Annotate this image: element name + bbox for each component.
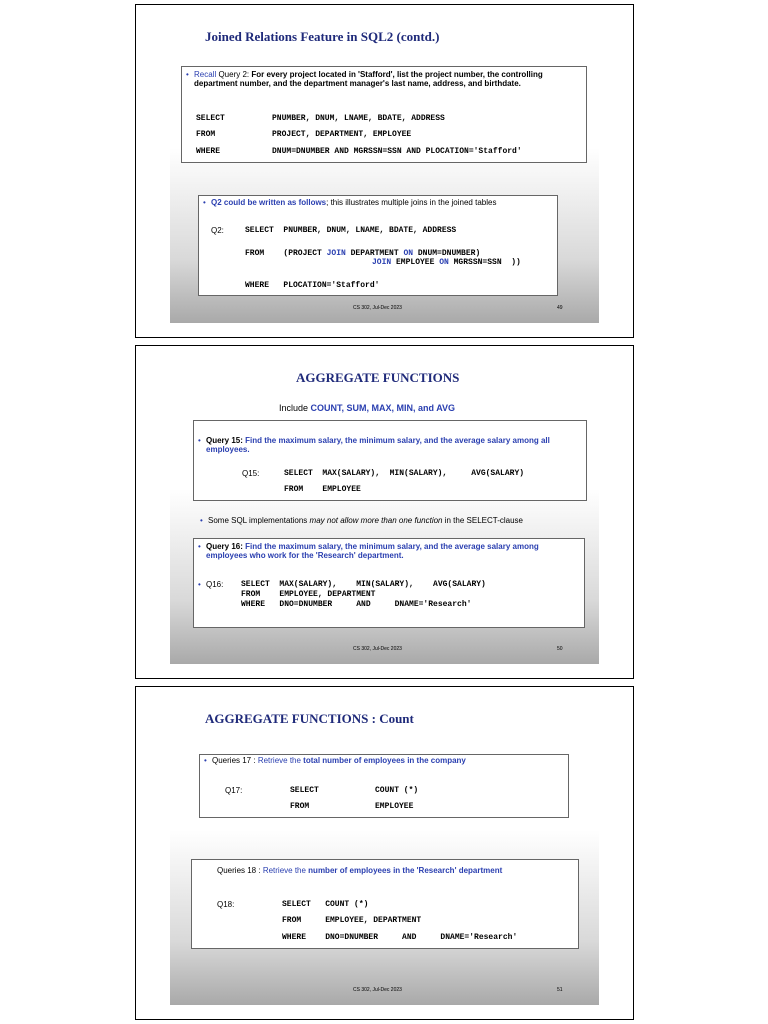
note-italic: may not allow more than one function xyxy=(309,516,443,525)
include-prefix: Include xyxy=(279,403,311,413)
bullet-icon: • xyxy=(198,436,201,445)
slide-49 xyxy=(170,5,599,323)
q16-where: WHERE DNO=DNUMBER AND DNAME='Research' xyxy=(241,600,472,609)
recall-line-2: department number, and the department manager's last name, address, and birthdate. xyxy=(194,79,521,88)
note-line xyxy=(200,516,523,526)
q2-select: SELECT PNUMBER, DNUM, LNAME, BDATE, ADDRESS xyxy=(245,226,457,235)
q2-on-kw-1: ON xyxy=(403,249,414,258)
q2-from-a: FROM (PROJECT xyxy=(245,249,327,258)
q2-from-e: MGRSSN=SSN )) xyxy=(448,258,521,267)
q16-label: Query 16: xyxy=(206,542,246,551)
slide-title: AGGREGATE FUNCTIONS xyxy=(296,370,460,385)
q2-join-kw-2: JOIN xyxy=(372,258,392,267)
page-frame-50 xyxy=(135,345,634,679)
q18-select: SELECT COUNT (*) xyxy=(282,900,369,909)
q15-label: Query 15: xyxy=(206,436,246,445)
sql-from-body: PROJECT, DEPARTMENT, EMPLOYEE xyxy=(272,130,412,139)
q16-code-label xyxy=(198,580,223,590)
bullet-icon: • xyxy=(204,756,207,765)
sql-select-kw: SELECT xyxy=(196,114,225,123)
q15-line-1 xyxy=(198,436,550,446)
q18-bold: number of employees in the 'Research' department xyxy=(308,866,503,875)
note-prefix: Some SQL implementations xyxy=(208,516,310,525)
q18-from: FROM EMPLOYEE, DEPARTMENT xyxy=(282,916,422,925)
bullet-icon: • xyxy=(198,580,201,589)
q2-label: Q2: xyxy=(211,226,224,235)
q16-line-2: employees who work for the 'Research' department. xyxy=(206,551,404,560)
q17-blue: Retrieve the xyxy=(257,756,304,765)
slide-footer: CS 302, Jul-Dec 2023 xyxy=(353,305,402,311)
q2-box xyxy=(198,195,558,296)
q15-code-label: Q15: xyxy=(242,469,260,478)
q17-box xyxy=(199,754,569,818)
sql-where-kw: WHERE xyxy=(196,147,221,156)
q15-line-2: employees. xyxy=(206,445,250,454)
q16-text-1: Find the maximum salary, the minimum salary, and the average salary among xyxy=(245,542,539,551)
include-line xyxy=(279,403,455,413)
q15-text-1: Find the maximum salary, the minimum salary, and the average salary among all xyxy=(245,436,550,445)
note-suffix: in the SELECT-clause xyxy=(442,516,523,525)
q2-from-c: DNUM=DNUMBER) xyxy=(413,249,481,258)
bullet-icon: • xyxy=(200,516,203,525)
slide-footer: CS 302, Jul-Dec 2023 xyxy=(353,646,402,652)
slide-51 xyxy=(170,687,599,1005)
page-frame-49 xyxy=(135,4,634,338)
q2-where: WHERE PLOCATION='Stafford' xyxy=(245,281,380,290)
q2-intro-blue: Q2 could be written as follows xyxy=(211,198,327,207)
q16-label-text: Q16: xyxy=(206,580,224,589)
q2-from-b: DEPARTMENT xyxy=(345,249,404,258)
q17-label: Queries 17 : xyxy=(212,756,258,765)
recall-rest: Query 2: xyxy=(216,70,252,79)
bullet-icon: • xyxy=(186,70,189,79)
sql-select-body: PNUMBER, DNUM, LNAME, BDATE, ADDRESS xyxy=(272,114,445,123)
slide-50 xyxy=(170,346,599,664)
recall-label: Recall xyxy=(194,70,217,79)
q2-intro xyxy=(203,198,496,208)
q2-join-line xyxy=(372,258,521,268)
q2-join-kw-1: JOIN xyxy=(326,249,346,258)
include-functions: COUNT, SUM, MAX, MIN, and AVG xyxy=(310,403,456,413)
page-frame-51 xyxy=(135,686,634,1020)
q17-select-body: COUNT (*) xyxy=(375,786,419,795)
q18-code-label: Q18: xyxy=(217,900,235,909)
sql-where-body: DNUM=DNUMBER AND MGRSSN=SSN AND PLOCATION='Stafford' xyxy=(272,147,522,156)
recall-box xyxy=(181,66,587,163)
bullet-icon: • xyxy=(198,542,201,551)
page-number: 49 xyxy=(557,305,563,311)
q18-line xyxy=(217,866,502,876)
q17-bold: total number of employees in the company xyxy=(303,756,466,765)
slide-title: AGGREGATE FUNCTIONS : Count xyxy=(205,711,414,726)
q18-box xyxy=(191,859,579,949)
bullet-icon: • xyxy=(203,198,206,207)
q17-from-body: EMPLOYEE xyxy=(375,802,414,811)
q2-on-kw-2: ON xyxy=(439,258,449,267)
sql-from-kw: FROM xyxy=(196,130,216,139)
q17-select-kw: SELECT xyxy=(290,786,319,795)
q17-from-kw: FROM xyxy=(290,802,310,811)
q17-line xyxy=(204,756,466,766)
recall-bold-1: For every project located in 'Stafford', list the project number, the controlling xyxy=(251,70,543,79)
q16-box xyxy=(193,538,585,628)
q15-from: FROM EMPLOYEE xyxy=(284,485,361,494)
q17-code-label: Q17: xyxy=(225,786,243,795)
q18-where: WHERE DNO=DNUMBER AND DNAME='Research' xyxy=(282,933,518,942)
slide-title: Joined Relations Feature in SQL2 (contd.) xyxy=(205,29,440,44)
q15-box xyxy=(193,420,587,501)
q16-from: FROM EMPLOYEE, DEPARTMENT xyxy=(241,590,376,599)
q18-label: Queries 18 : xyxy=(217,866,263,875)
q18-blue: Retrieve the xyxy=(262,866,309,875)
slide-footer: CS 302, Jul-Dec 2023 xyxy=(353,987,402,993)
q16-select: SELECT MAX(SALARY), MIN(SALARY), AVG(SALARY) xyxy=(241,580,486,589)
page-number: 51 xyxy=(557,987,563,993)
page-number: 50 xyxy=(557,646,563,652)
q2-from-d: EMPLOYEE xyxy=(391,258,440,267)
q15-select: SELECT MAX(SALARY), MIN(SALARY), AVG(SALARY) xyxy=(284,469,525,478)
q2-intro-rest: ; this illustrates multiple joins in the joined tables xyxy=(326,198,497,207)
